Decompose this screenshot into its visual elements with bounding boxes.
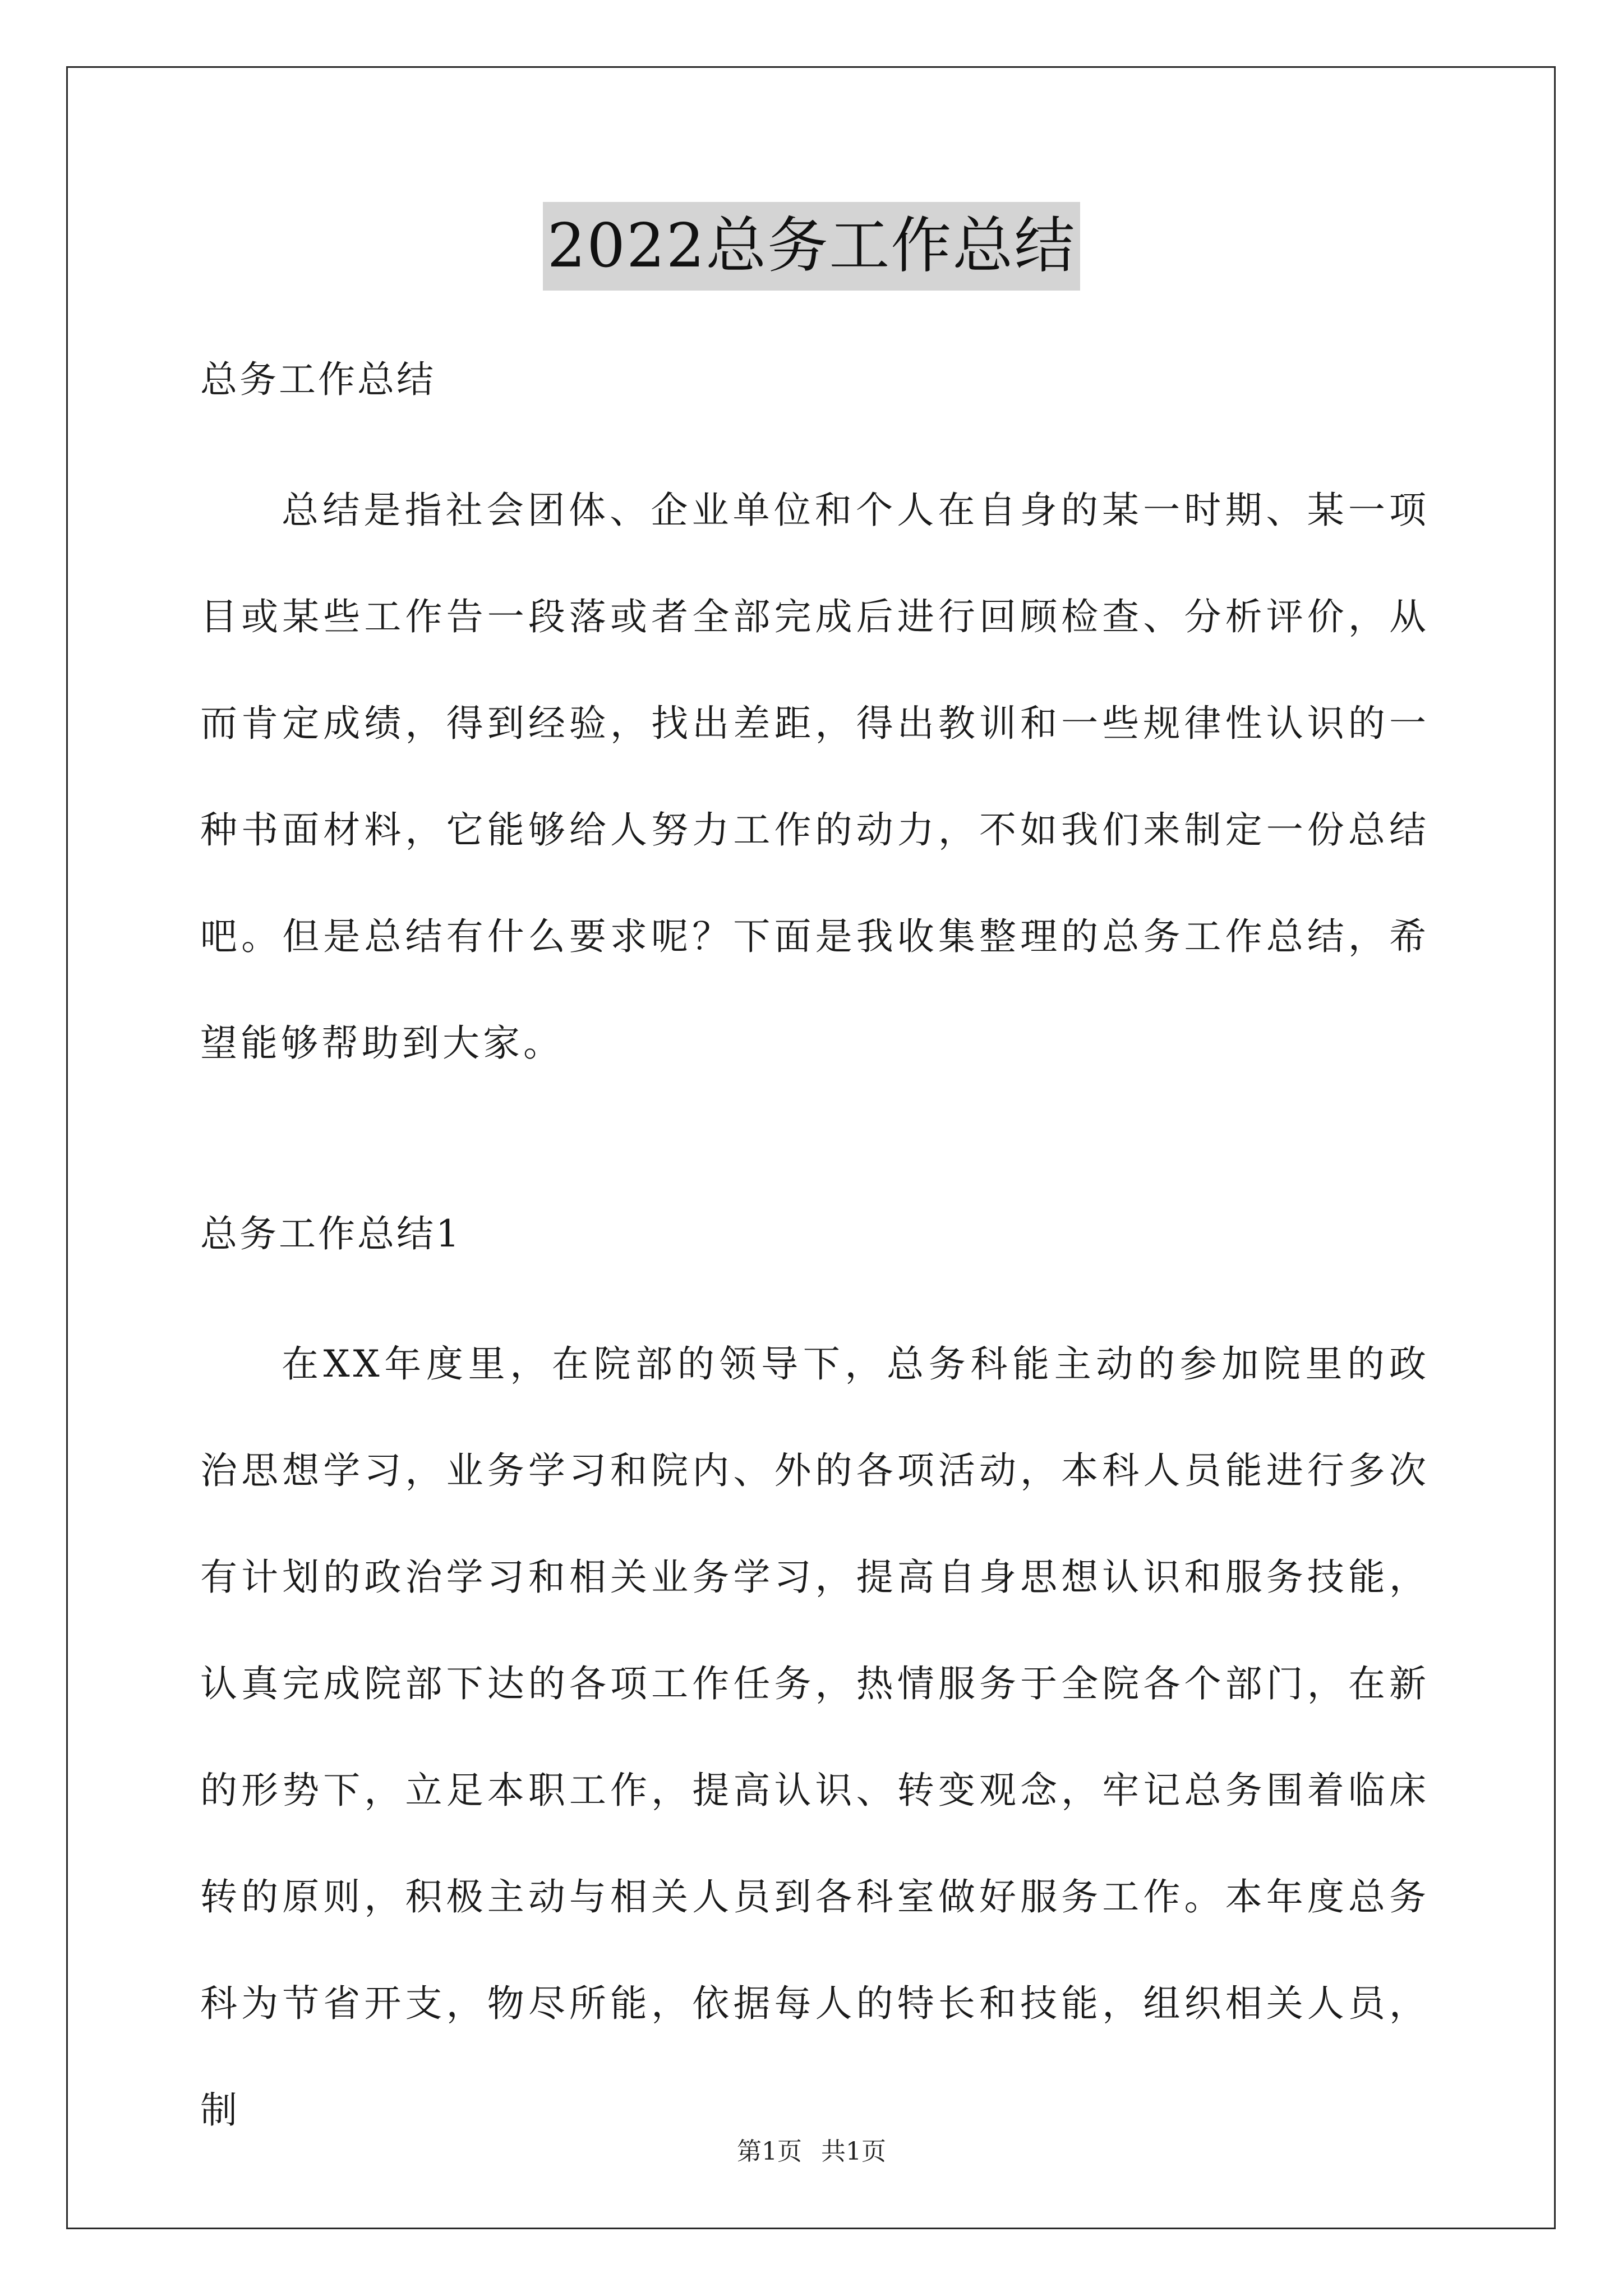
title-container (0, 202, 1623, 291)
page-number-current: 第1页 (737, 2137, 802, 2166)
document-title: 2022总务工作总结 (543, 202, 1081, 291)
section-heading: 总务工作总结 (200, 358, 436, 401)
body-paragraph: 在XX年度里，在院部的领导下，总务科能主动的参加院里的政治思想学习，业务学习和院内、外的各项活动，本科人员能进行多次有计划的政治学习和相关业务学习，提高自身思想认识和服务技能，认真完成院部下达的各项工作任务，热情服务于全院各个部门，在新的形势下，立足本职工作，提高认识、转变观念，牢记总务围着临床转的原则，积极主动与相关人员到各科室做好服务工作。本年度总务科为节省开支，物尽所能，依据每人的特长和技能，组织相关人员，制 (200, 1342, 1430, 2132)
page-number-total: 共1页 (821, 2137, 886, 2166)
section-heading: 总务工作总结1 (200, 1212, 462, 1255)
body-paragraph: 总结是指社会团体、企业单位和个人在自身的某一时期、某一项目或某些工作告一段落或者全部完成后进行回顾检查、分析评价，从而肯定成绩，得到经验，找出差距，得出教训和一些规律性认识的一种书面材料，它能够给人努力工作的动力，不如我们来制定一份总结吧。但是总结有什么要求呢？下面是我收集整理的总务工作总结，希望能够帮助到大家。 (200, 489, 1430, 1065)
page-footer (0, 2135, 1623, 2169)
